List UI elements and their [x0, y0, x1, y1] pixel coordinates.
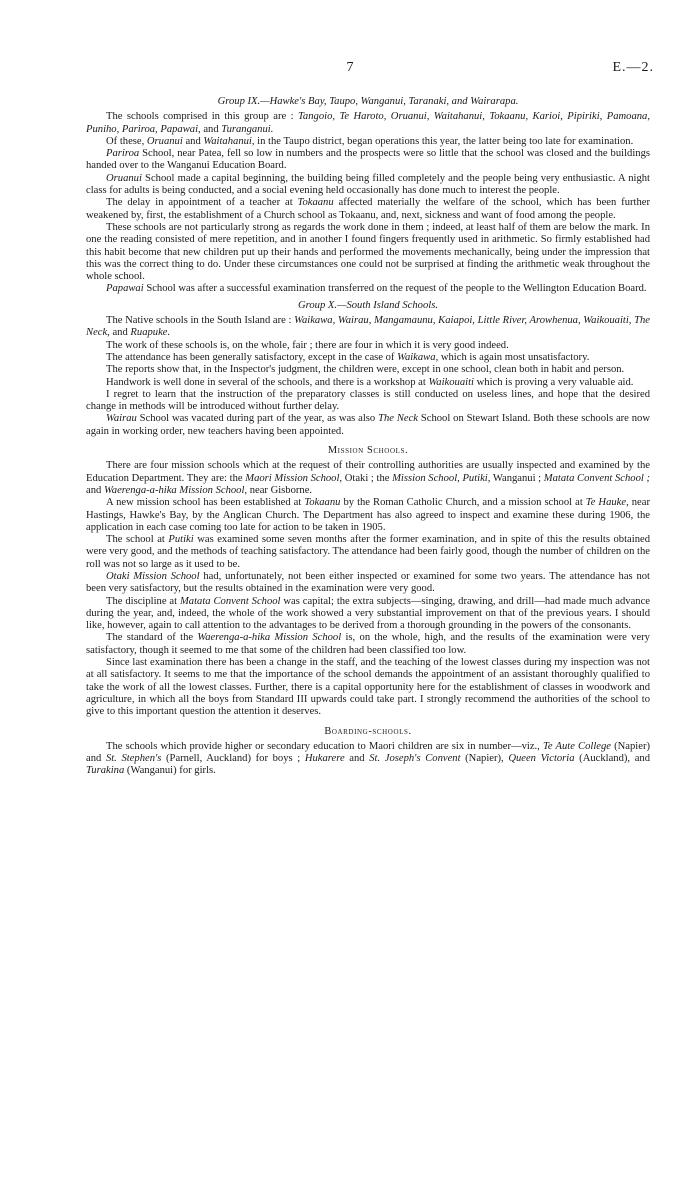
italic-text: Mission School, Putiki, [392, 472, 491, 484]
italic-text: Turakina [86, 765, 125, 777]
paragraph [86, 460, 650, 497]
text-run: is, on the whole, high, and the results of the examination were very satisfactory, though it seemed to me that some of the children had been classified too low. [86, 632, 650, 656]
text-run: and [200, 123, 222, 135]
text-run: School, near Patea, fell so low in numbers and the prospects were so little that the school was closed and the buildings handed over to the Wanganui Education Board. [86, 148, 650, 172]
paragraph [86, 136, 650, 148]
text-run: The school at [106, 534, 169, 546]
paragraph [86, 111, 650, 136]
text-run: (Napier) and [86, 740, 651, 765]
italic-text: Hukarere [304, 753, 345, 765]
italic-text: Wairau [106, 413, 137, 425]
italic-text: Papawai [106, 283, 144, 295]
paragraph [86, 222, 650, 283]
italic-text: Te Hauke [585, 497, 627, 509]
paragraph [86, 497, 650, 534]
paragraph [86, 596, 650, 633]
text-run: affected materially the welfare of the school, which has been further weakened by, first, the establishment of a Church school as Tokaanu, and, next, sickness and want of food among the people. [86, 197, 650, 221]
text-run: The Native schools in the South Island are : [106, 315, 295, 327]
text-run: Otaki ; the [342, 472, 393, 484]
italic-text: Te Aute College [542, 740, 611, 752]
text-run: The standard of the [106, 632, 198, 644]
paragraph [86, 389, 650, 414]
italic-text: Waikouaiti [428, 376, 474, 388]
italic-text: Putiki [168, 534, 194, 546]
document-reference: E.—2. [612, 60, 654, 75]
text-run: which is proving a very valuable aid. [473, 376, 634, 388]
italic-text: The Neck [378, 413, 418, 425]
text-run: Handwork is well done in several of the schools, and there is a workshop at [106, 376, 429, 388]
paragraph [86, 197, 650, 222]
paragraph [86, 283, 650, 295]
paragraph [86, 413, 650, 438]
paragraph [86, 315, 650, 340]
section-heading: Mission Schools. [327, 445, 409, 457]
text-run: was examined some seven months after the former examination, and in spite of this the results obtained were very good, and the methods of teaching satisfactory. The attendance had been fairly good, though the number of children on the roll was not so large as it used to be. [86, 534, 650, 570]
group-heading: Group IX.—Hawke's Bay, Taupo, Wanganui, Taranaki, and Wairarapa. [217, 96, 519, 107]
italic-text: Waerenga-a-hika Mission School [197, 632, 342, 644]
text-run: was capital; the extra subjects—singing, drawing, and drill—had made much advance during the year, and, indeed, the whole of the work showed a very substantial improvement on that of the previous years. I should like, however, again to call attention to the advantages to be derived from a thorough grounding in the powers of the consonants. [86, 595, 650, 632]
italic-text: Queen Victoria [508, 753, 575, 765]
italic-text: Ruapuke. [130, 327, 171, 339]
text-run: The discipline at [106, 595, 180, 607]
text-run: , in the Taupo district, began operations this year, the latter being too late for examination. [251, 135, 634, 147]
group-heading: Group X.—South Island Schools. [298, 299, 438, 311]
italic-text: Waikawa [397, 351, 436, 363]
text-run: had, unfortunately, not been either inspected or examined for some two years. The attendance has not been very satisfactory, but the results obtained in the examination were very good. [86, 570, 650, 595]
text-run: School was vacated during part of the year, as was also [136, 413, 379, 425]
text-run: The reports show that, in the Inspector's judgment, the children were, except in one school, clean both in habit and person. [106, 364, 625, 376]
italic-text: Matata Convent School [179, 595, 281, 607]
paragraph [86, 571, 650, 596]
text-run: School on Stewart Island. Both these schools are now again in working order, new teachers having been appointed. [86, 413, 650, 437]
italic-text: Waerenga-a-hika Mission School, [103, 484, 248, 496]
text-run: and [344, 753, 370, 765]
text-run: There are four mission schools which at the request of their controlling authorities are usually inspected and examined by the Education Department. They are: the [86, 460, 650, 484]
text-run: The schools comprised in this group are : [106, 111, 299, 123]
italic-text: Oruanui [106, 172, 142, 184]
paragraph [86, 657, 650, 718]
text-run: (Auckland), and [574, 753, 651, 765]
italic-text: Pariroa [106, 148, 140, 160]
paragraph [86, 340, 650, 352]
paragraph [86, 534, 650, 571]
page-number: 7 [346, 60, 354, 75]
text-run: Since last examination there has been a change in the staff, and the teaching of the lowest classes during my inspection was not at all satisfactory. It seems to me that the importance of the school demands the appointment of an assistant thoroughly qualified to take the work of all the lowest classes. Further, there is a capital opportunity here for the establishment of classes in woodwork and agriculture, in which all the boys from Standard III upwards could take part. I strongly recommend the authorities of the school to give to this important question the attention it deserves. [86, 657, 650, 718]
text-run: School was after a successful examination transferred on the request of the people to the Wellington Education Board. [143, 283, 647, 295]
text-run: (Parnell, Auckland) for boys ; [161, 753, 305, 765]
italic-text: Waitahanui [203, 135, 252, 147]
paragraph [86, 377, 650, 389]
text-run: (Napier), [460, 753, 509, 765]
text-run: and [109, 327, 131, 339]
text-run: The attendance has been generally satisfactory, except in the case of [106, 351, 398, 363]
italic-text: St. Stephen's [105, 753, 162, 765]
paragraph [86, 741, 650, 778]
paragraph [86, 173, 650, 198]
italic-text: Tangoio, Te Haroto, Oruanui, Waitahanui, Tokaanu, Karioi, Pipiriki, Pamoana, Puniho, Pariroa, Papawai, [86, 111, 650, 135]
italic-text: Matata Convent School ; [543, 472, 650, 484]
text-run: near Gisborne. [247, 484, 313, 496]
paragraph [86, 632, 650, 657]
section-heading: Boarding-schools. [324, 725, 412, 737]
text-run: School made a capital beginning, the building being filled completely and the people being very enthusiastic. A night class for adults is being conducted, and a social evening held occasionally has done much to interest the people. [86, 172, 650, 197]
text-run: A new mission school has been established at [106, 497, 305, 509]
text-run: I regret to learn that the instruction of the preparatory classes is still conducted on useless lines, and hope that the desired change in methods will be introduced without further delay. [86, 388, 650, 413]
italic-text: St. Joseph's Convent [369, 753, 461, 765]
paragraph [86, 364, 650, 376]
italic-text: Tokaanu [304, 497, 341, 509]
italic-text: Tokaanu [297, 197, 334, 209]
italic-text: Turanganui. [221, 123, 274, 135]
italic-text: Waikawa, Wairau, Mangamaunu, Kaiapoi, Little River, Arowhenua, Waikouaiti, The Neck, [86, 315, 651, 339]
text-run: The delay in appointment of a teacher at [106, 197, 298, 209]
text-run: by the Roman Catholic Church, and a mission school at [340, 497, 586, 509]
document-body [86, 96, 650, 778]
text-run: , near Hastings, Hawke's Bay, by the Anglican Church. The Department has also agreed to inspect and examine these during 1906, the application in each case coming too late for action to be taken in 1905. [86, 497, 650, 533]
italic-text: Oruanui [146, 135, 183, 147]
text-run: and [182, 135, 204, 147]
text-run: Of these, [106, 135, 147, 147]
text-run: The work of these schools is, on the whole, fair ; there are four in which it is very good indeed. [106, 339, 509, 351]
text-run: The schools which provide higher or secondary education to Maori children are six in number—viz., [106, 740, 543, 752]
text-run: , which is again most unsatisfactory. [435, 351, 590, 363]
paragraph [86, 148, 650, 173]
text-run: (Wanganui) for girls. [124, 765, 216, 777]
text-run: and [86, 484, 104, 496]
text-run: Wanganui ; [490, 472, 544, 484]
paragraph [86, 352, 650, 364]
text-run: These schools are not particularly strong as regards the work done in them ; indeed, at least half of them are below the mark. In one the reading consisted of mere repetition, and in another I found fingers frequently used in arithmetic. So firmly established had this habit become that new children put up their hands and performed the movements mechanically, being under the impression that this was the correct thing to do. Under these circumstances one could not be surprised at finding the arithmetic weak throughout the whole school. [86, 221, 650, 283]
italic-text: Otaki Mission School [106, 570, 200, 582]
italic-text: Maori Mission School, [245, 472, 343, 484]
